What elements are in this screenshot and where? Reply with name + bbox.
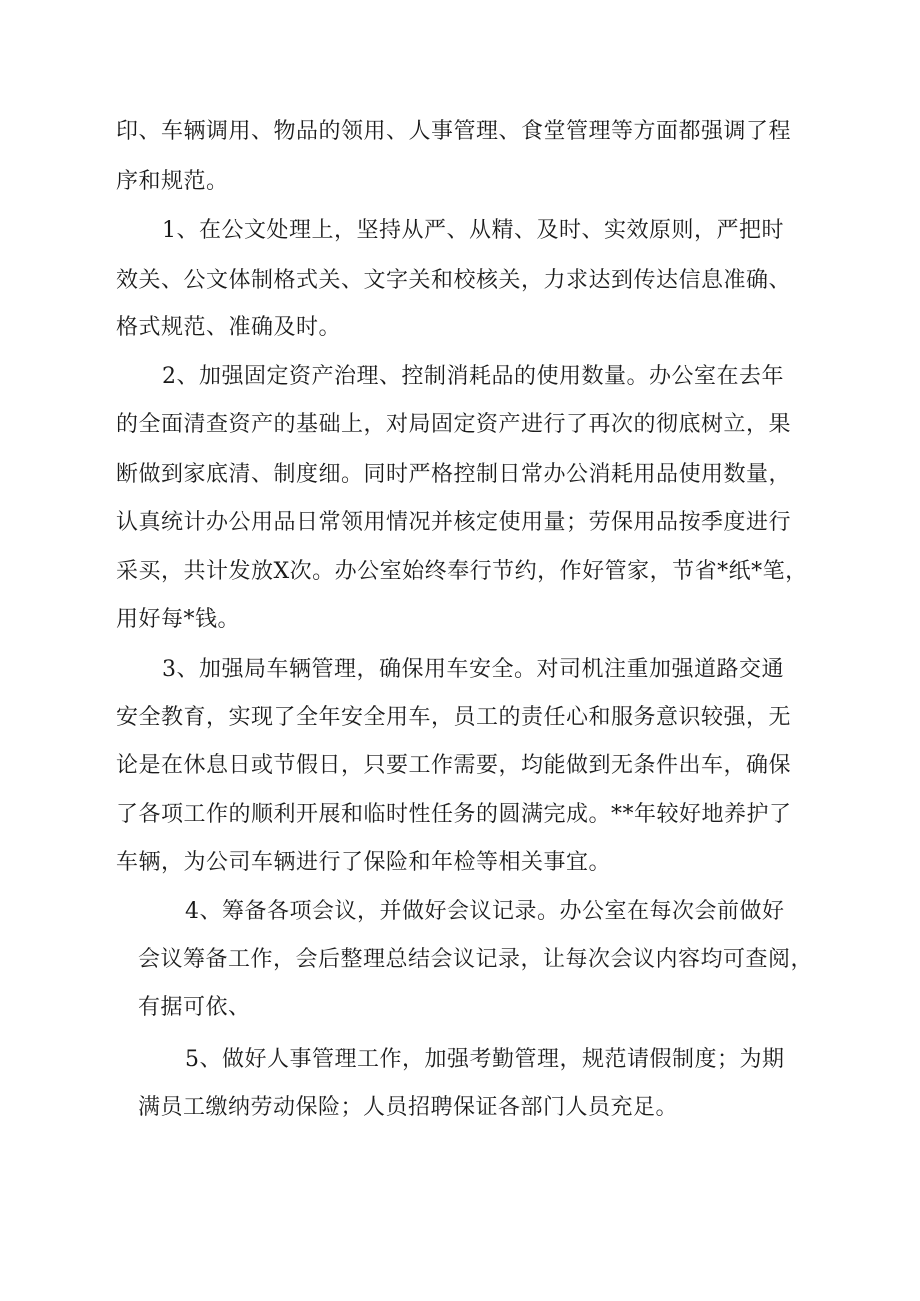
text-line: 采买，共计发放X次。办公室始终奉行节约，作好管家，节省*纸*笔， [116, 559, 808, 584]
text-line: 4、筹备各项会议，并做好会议记录。办公室在每次会前做好 [185, 899, 785, 924]
text-line: 用好每*钱。 [116, 607, 241, 632]
text-line: 3、加强局车辆管理，确保用车安全。对司机注重加强道路交通 [162, 657, 784, 682]
text-line: 认真统计办公用品日常领用情况并核定使用量；劳保用品按季度进行 [116, 510, 792, 535]
text-line: 安全教育，实现了全年安全用车，员工的责任心和服务意识较强，无 [116, 705, 792, 730]
text-line: 了各项工作的顺利开展和临时性任务的圆满完成。**年较好地养护了 [116, 802, 792, 827]
text-line: 2、加强固定资产治理、控制消耗品的使用数量。办公室在去年 [162, 364, 784, 389]
text-line: 会议筹备工作，会后整理总结会议记录，让每次会议内容均可查阅， [138, 947, 814, 972]
text-line: 序和规范。 [116, 169, 229, 194]
text-line: 论是在休息日或节假日，只要工作需要，均能做到无条件出车，确保 [116, 753, 792, 778]
text-line: 1、在公文处理上，坚持从严、从精、及时、实效原则，严把时 [162, 218, 784, 243]
text-line: 的全面清查资产的基础上，对局固定资产进行了再次的彻底树立，果 [116, 412, 792, 437]
text-line: 断做到家底清、制度细。同时严格控制日常办公消耗用品使用数量， [116, 462, 792, 487]
text-line: 有据可依、 [138, 995, 251, 1020]
text-line: 格式规范、准确及时。 [116, 315, 342, 340]
text-line: 印、车辆调用、物品的领用、人事管理、食堂管理等方面都强调了程 [116, 119, 792, 144]
text-line: 车辆，为公司车辆进行了保险和年检等相关事宜。 [116, 850, 612, 875]
text-line: 5、做好人事管理工作，加强考勤管理，规范请假制度；为期 [185, 1047, 785, 1072]
text-line: 满员工缴纳劳动保险；人员招聘保证各部门人员充足。 [138, 1095, 679, 1120]
text-line: 效关、公文体制格式关、文字关和校核关，力求达到传达信息准确、 [116, 268, 792, 293]
